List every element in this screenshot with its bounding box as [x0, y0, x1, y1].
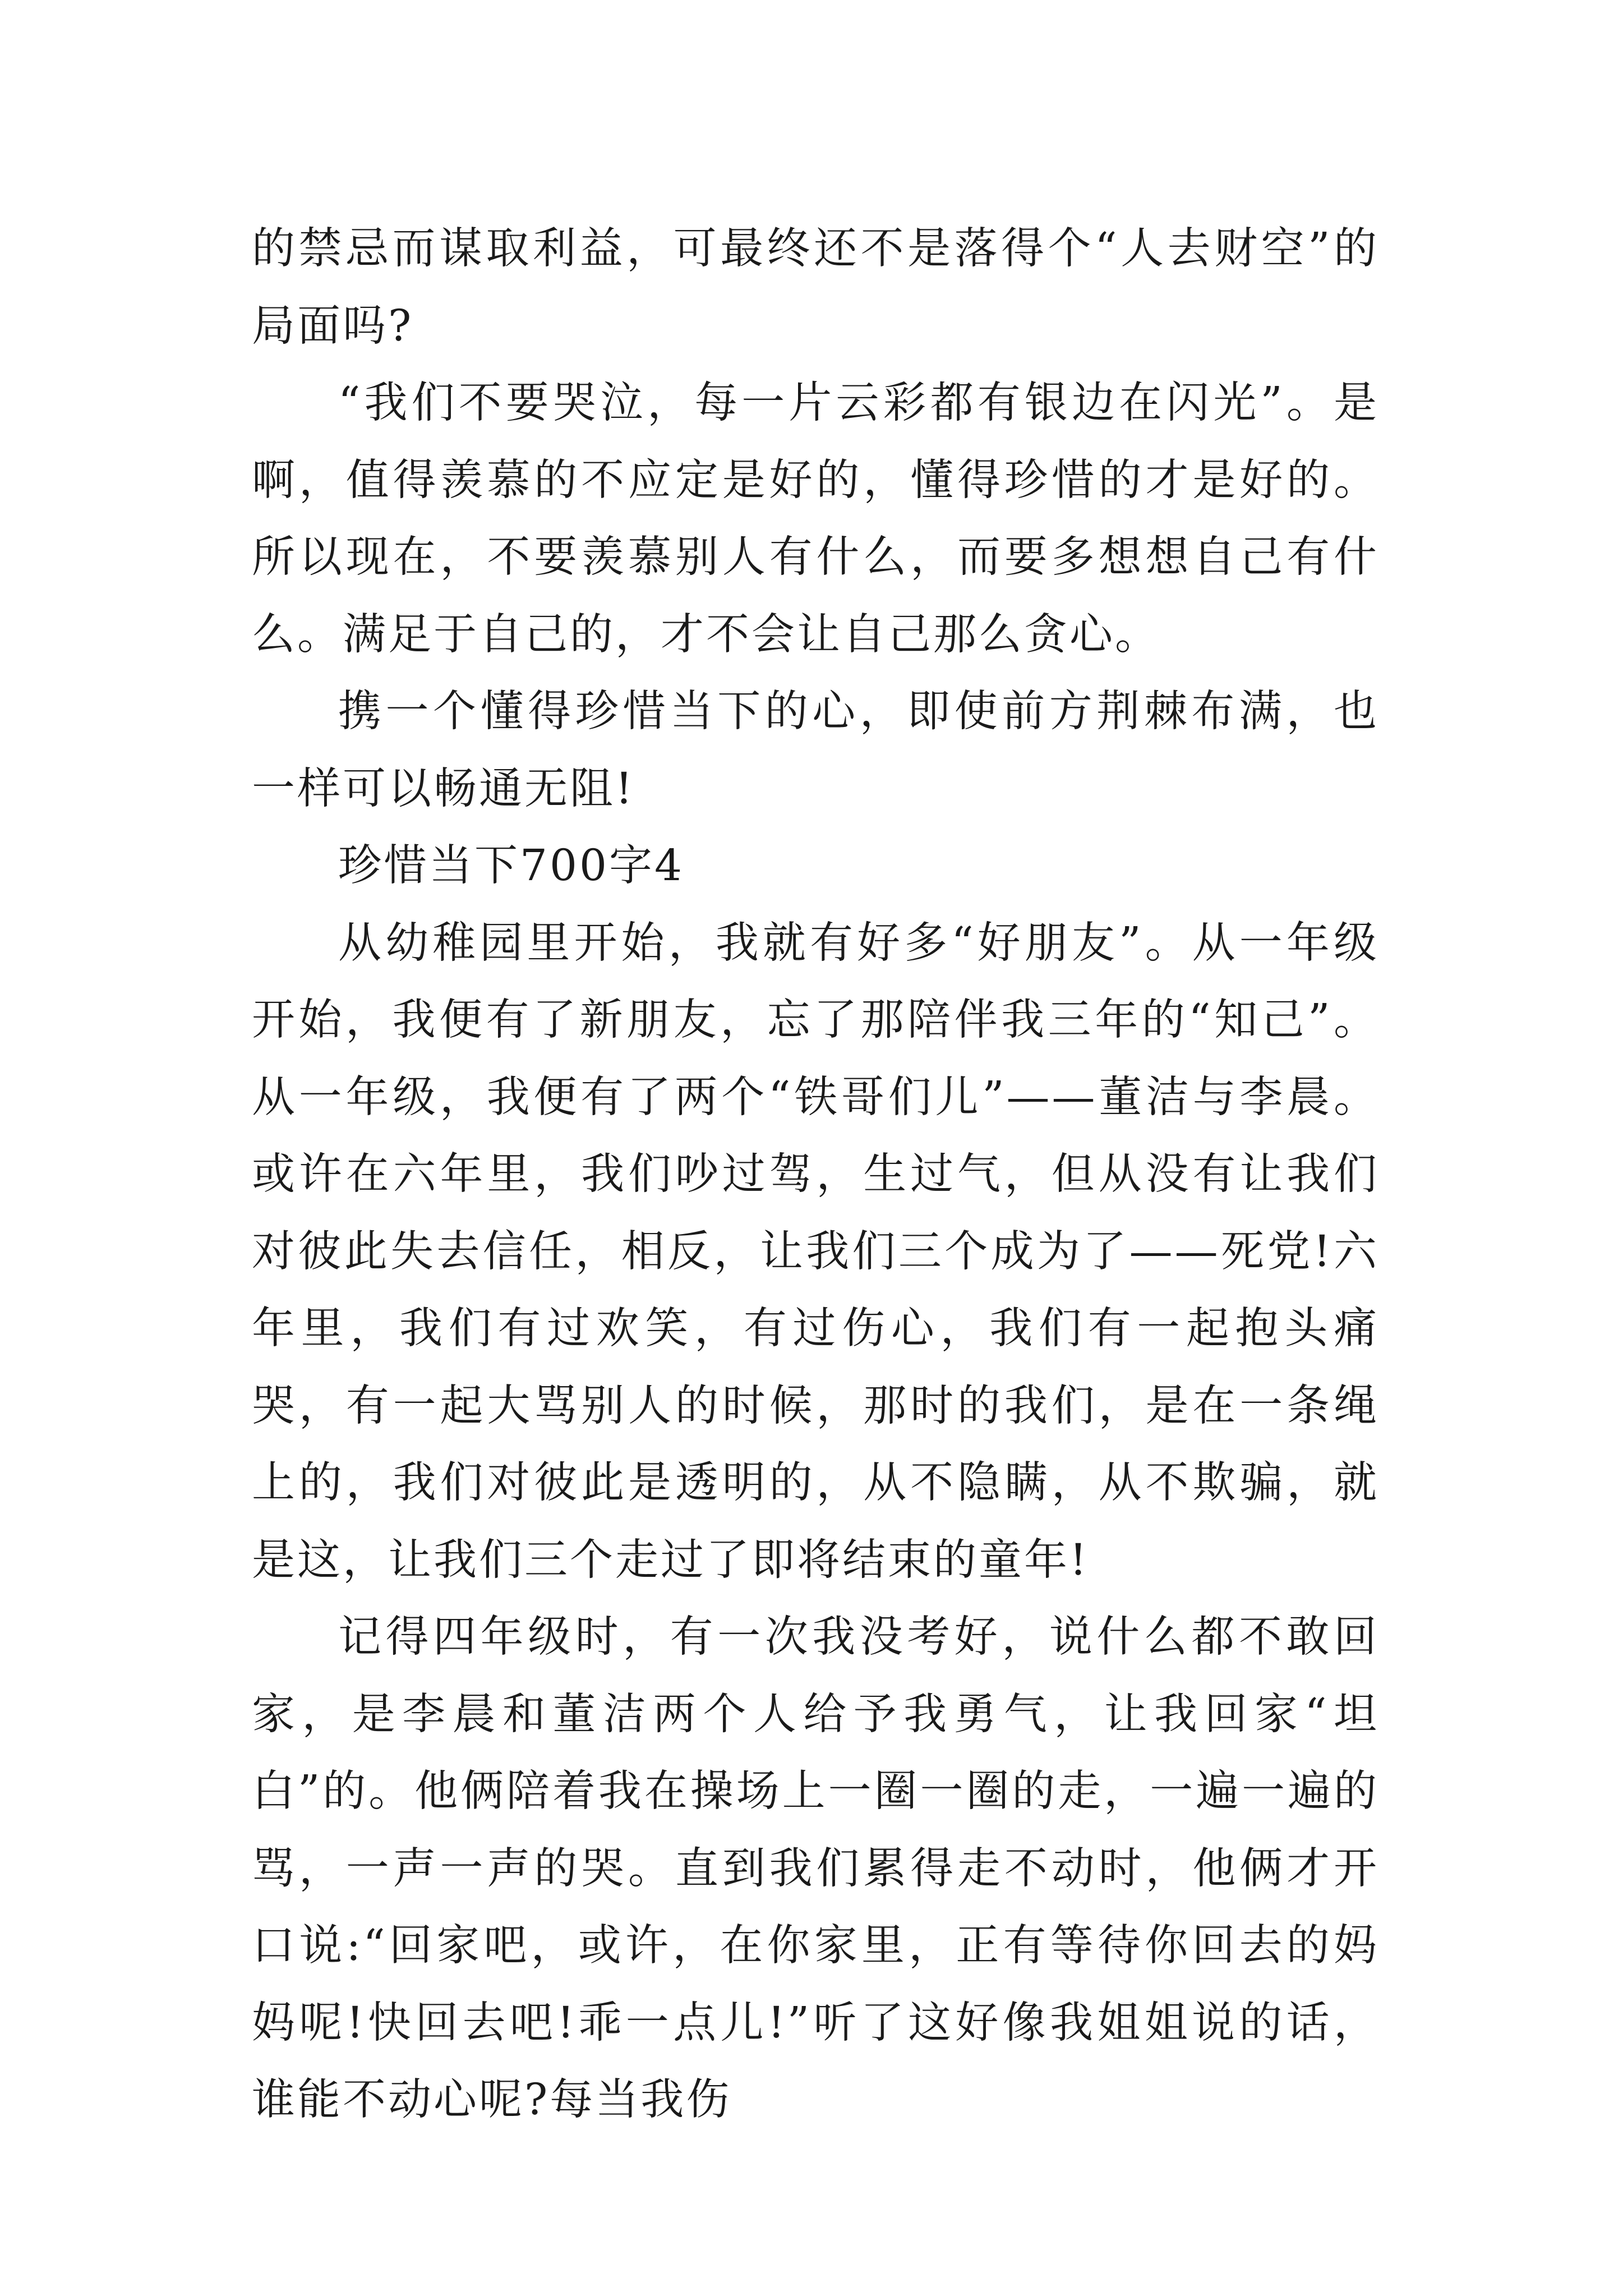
paragraph-continuation: 的禁忌而谋取利益，可最终还不是落得个“人去财空”的局面吗?: [252, 224, 1379, 351]
document-body: [252, 210, 1379, 2139]
paragraph-fourth-grade: 记得四年级时，有一次我没考好，说什么都不敢回家，是李晨和董洁两个人给予我勇气，让我回家“坦白”的。他俩陪着我在操场上一圈一圈的走，一遍一遍的骂，一声一声的哭。直到我们累得走不动时，他俩才开口说:“回家吧，或许，在你家里，正有等待你回去的妈妈呢!快回去吧!乖一点儿!”听了这好像我姐姐说的话，谁能不动心呢?每当我伤: [252, 1612, 1379, 2125]
paragraph-cherish-heart: 携一个懂得珍惜当下的心，即使前方荆棘布满，也一样可以畅通无阻!: [252, 687, 1379, 814]
section-heading: 珍惜当下700字4: [338, 841, 684, 891]
paragraph-silver-lining: “我们不要哭泣，每一片云彩都有银边在闪光”。是啊，值得羡慕的不应定是好的，懂得珍惜的才是好的。所以现在，不要羡慕别人有什么，而要多想想自己有什么。满足于自己的，才不会让自己那么贪心。: [252, 378, 1379, 660]
paragraph-friends: 从幼稚园里开始，我就有好多“好朋友”。从一年级开始，我便有了新朋友，忘了那陪伴我三年的“知己”。从一年级，我便有了两个“铁哥们儿”——董洁与李晨。或许在六年里，我们吵过驾，生过气，但从没有让我们对彼此失去信任，相反，让我们三个成为了——死党!六年里，我们有过欢笑，有过伤心，我们有一起抱头痛哭，有一起大骂别人的时候，那时的我们，是在一条绳上的，我们对彼此是透明的，从不隐瞒，从不欺骗，就是这，让我们三个走过了即将结束的童年!: [252, 918, 1379, 1585]
